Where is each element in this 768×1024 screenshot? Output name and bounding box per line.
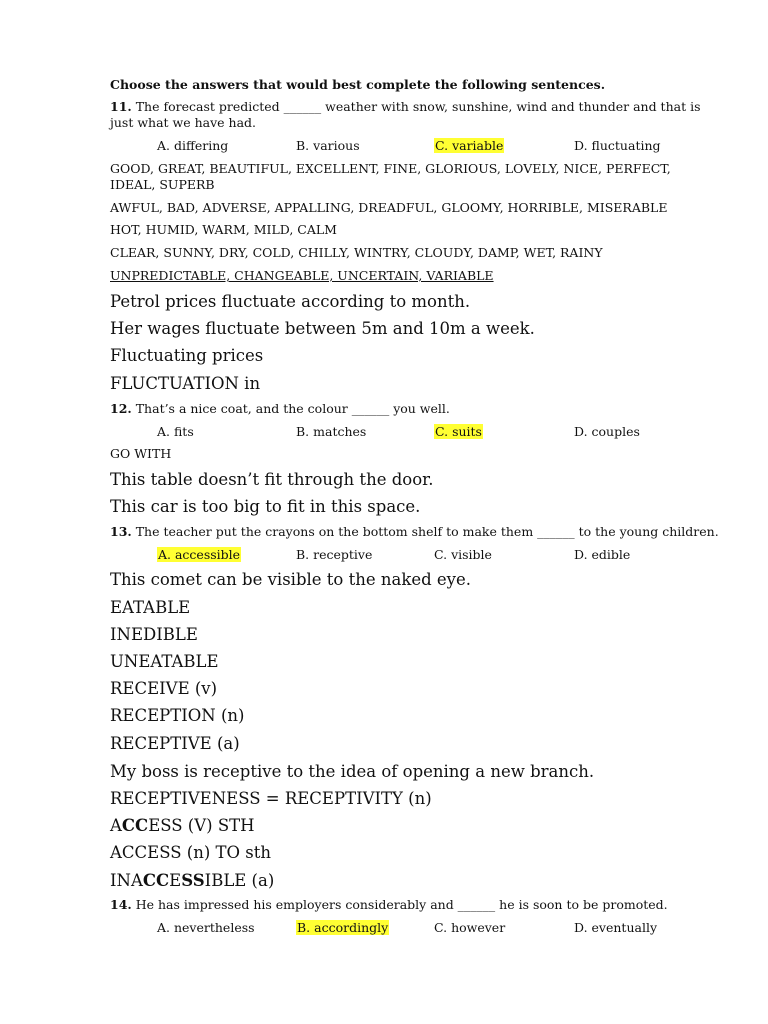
question-13-text: The teacher put the crayons on the bottom shelf to make them ______ to the young children. [131, 524, 719, 539]
word-access-verb [110, 816, 255, 835]
access-verb-rest: ESS (V) STH [148, 816, 255, 835]
word-eatable: EATABLE [110, 598, 191, 617]
question-11-number: 11. [110, 99, 132, 114]
access-verb-cc-bold: CC [121, 816, 149, 835]
question-14-number: 14. [110, 897, 132, 912]
q13-option-c: C. visible [434, 547, 492, 562]
instruction: Choose the answers that would best complete the following sentences. [110, 77, 606, 92]
example-boss-receptive: My boss is receptive to the idea of opening a new branch. [110, 762, 595, 781]
example-petrol: Petrol prices fluctuate according to month. [110, 292, 471, 311]
q11-option-c-highlighted: C. variable [435, 138, 504, 153]
inaccessible-part2: E [169, 871, 182, 890]
word-inaccessible [110, 871, 274, 890]
q14-option-b-highlighted: B. accordingly [297, 920, 389, 935]
example-fluctuating-prices: Fluctuating prices [110, 346, 264, 365]
notes-good-words: GOOD, GREAT, BEAUTIFUL, EXCELLENT, FINE, GLORIOUS, LOVELY, NICE, PERFECT, IDEAL, SUPERB [110, 161, 671, 192]
q13-option-a-highlighted: A. accessible [158, 547, 241, 562]
inaccessible-cc-bold: CC [142, 871, 170, 890]
q14-option-a: A. nevertheless [157, 920, 255, 935]
q12-option-d: D. couples [574, 424, 640, 439]
q11-option-b: B. various [296, 138, 360, 153]
notes-go-with: GO WITH [110, 446, 172, 461]
question-12 [110, 401, 450, 416]
q11-option-d: D. fluctuating [574, 138, 661, 153]
question-14 [110, 897, 668, 912]
example-car-fit: This car is too big to fit in this space. [110, 497, 421, 516]
question-14-text: He has impressed his employers considerably and ______ he is soon to be promoted. [131, 897, 668, 912]
notes-clear-words: CLEAR, SUNNY, DRY, COLD, CHILLY, WINTRY, CLOUDY, DAMP, WET, RAINY [110, 245, 603, 260]
q12-option-b: B. matches [296, 424, 367, 439]
word-receptiveness: RECEPTIVENESS = RECEPTIVITY (n) [110, 789, 432, 808]
q11-option-a: A. differing [157, 138, 229, 153]
inaccessible-part3: IBLE (a) [204, 871, 275, 890]
word-access-noun: ACCESS (n) TO sth [110, 843, 272, 862]
question-11 [110, 99, 720, 131]
q14-option-c: C. however [434, 920, 506, 935]
notes-unpredictable-words: UNPREDICTABLE, CHANGEABLE, UNCERTAIN, VARIABLE [110, 268, 494, 283]
inaccessible-part1: INA [110, 871, 143, 890]
q14-option-d: D. eventually [574, 920, 658, 935]
word-uneatable: UNEATABLE [110, 652, 219, 671]
question-13-number: 13. [110, 524, 132, 539]
question-12-text: That’s a nice coat, and the colour ______ you well. [131, 401, 450, 416]
example-fluctuation-in: FLUCTUATION in [110, 374, 261, 393]
access-verb-a: A [110, 816, 122, 835]
word-reception: RECEPTION (n) [110, 706, 245, 725]
q12-option-a: A. fits [157, 424, 194, 439]
word-receive: RECEIVE (v) [110, 679, 218, 698]
q12-option-c-highlighted: C. suits [435, 424, 482, 439]
word-receptive: RECEPTIVE (a) [110, 734, 240, 753]
question-13 [110, 524, 719, 539]
example-comet: This comet can be visible to the naked eye. [110, 570, 472, 589]
q13-option-d: D. edible [574, 547, 631, 562]
notes-bad-words: AWFUL, BAD, ADVERSE, APPALLING, DREADFUL, GLOOMY, HORRIBLE, MISERABLE [110, 200, 668, 215]
example-wages: Her wages fluctuate between 5m and 10m a week. [110, 319, 535, 338]
example-table-fit: This table doesn’t fit through the door. [110, 470, 434, 489]
word-inedible: INEDIBLE [110, 625, 198, 644]
notes-hot-words: HOT, HUMID, WARM, MILD, CALM [110, 222, 337, 237]
inaccessible-ss-bold: SS [181, 871, 205, 890]
q13-option-b: B. receptive [296, 547, 373, 562]
question-12-number: 12. [110, 401, 132, 416]
question-11-text: The forecast predicted ______ weather with snow, sunshine, wind and thunder and that is just what we have had. [110, 99, 701, 130]
